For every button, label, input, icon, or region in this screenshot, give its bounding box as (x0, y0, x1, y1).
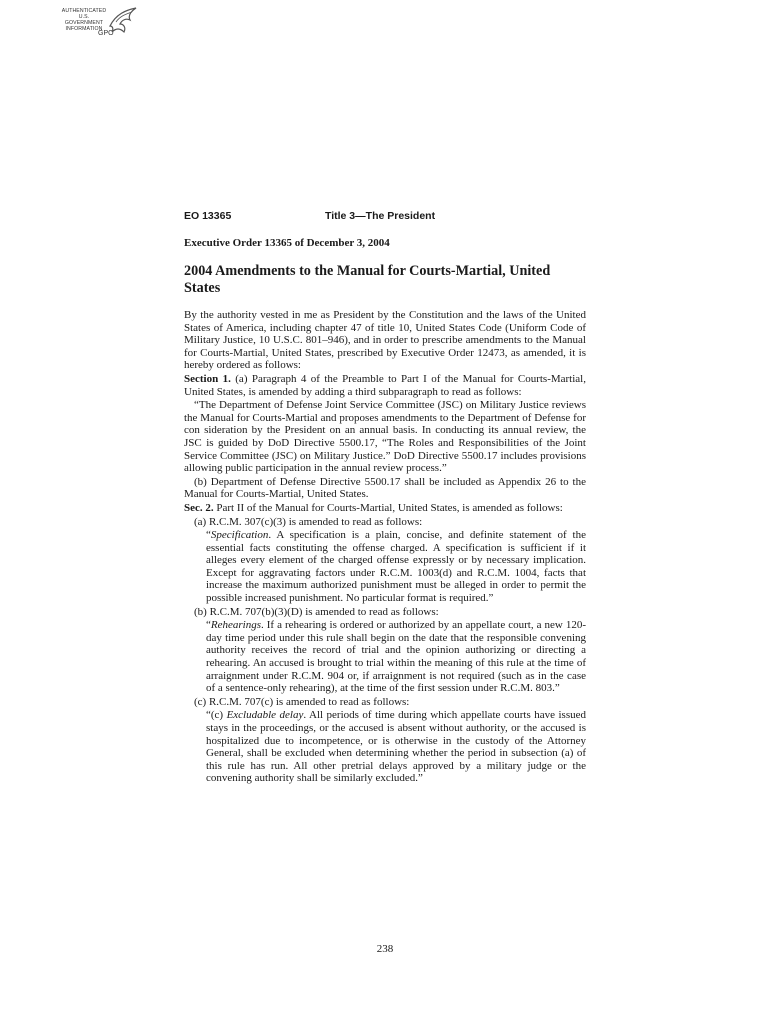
eo-number: EO 13365 (184, 210, 232, 222)
running-head (184, 207, 586, 225)
section-1-label: Section 1. (184, 372, 231, 385)
amendment-b-intro: (b) R.C.M. 707(b)(3)(D) is amended to read as follows: (194, 605, 439, 618)
amendment-a-intro: (a) R.C.M. 307(c)(3) is amended to read as follows: (194, 515, 423, 528)
document-page (184, 207, 586, 786)
section-2-label: Sec. 2. (184, 501, 214, 514)
page-number: 238 (376, 943, 394, 955)
section-1-paragraph: Section 1. (a) Paragraph 4 of the Preamble to Part I of the Manual for Courts-Martial, United States, is amended by adding a third subparagraph to read as follows: (184, 372, 586, 398)
order-heading: 2004 Amendments to the Manual for Courts-Martial, United States (184, 263, 551, 296)
amendment-b-quote: “Rehearings. If a rehearing is ordered or authorized by an appellate court, a new 120-day time period under this rule shall begin on the date that the responsible convening authority receives the record of trial and the opinion authorizing or directing a rehearing. An accused is brought to trial within the meaning of this rule at the time of arraignment under R.C.M. 904 or, if arraignment is not required (such as in the case of a sentence-only rehearing), at the time of the first session under R.C.M. 803.” (206, 619, 586, 695)
section-1-b-paragraph: (b) Department of Defense Directive 5500.17 shall be included as Appendix 26 to the Manual for Courts-Martial, United States. (184, 475, 586, 501)
amendment-c-term: Excludable delay (226, 709, 304, 722)
gpo-authentication-logo (60, 6, 142, 44)
logo-gpo: GPO (98, 30, 114, 37)
logo-text: AUTHENTICATED U.S. GOVERNMENT INFORMATION (61, 8, 107, 32)
intro-paragraph: By the authority vested in me as President by the Constitution and the laws of the United States of America, including chapter 47 of title 10, United States Code (Uniform Code of Military Justice, 10 U.S.C. 801–946), and in order to prescribe amendments to the Manual for Courts-Martial, United States, prescribed by Executive Order 12473, as amended, it is hereby ordered as follows: (184, 309, 586, 372)
amendment-c-intro: (c) R.C.M. 707(c) is amended to read as follows: (194, 695, 410, 708)
order-line: Executive Order 13365 of December 3, 2004 (184, 237, 390, 249)
eagle-icon (106, 6, 140, 40)
amendment-a-quote: “Specification. A specification is a plain, concise, and definite statement of the essential facts constituting the offense charged. A specification is sufficient if it alleges every element of the charged offense expressly or by necessary implication. Except for aggravating factors under R.C.M. 1003(d) and R.C.M. 1004, facts that increase the maximum authorized punishment must be alleged in order to permit the possible increased punishment. No particular format is required.” (206, 529, 586, 605)
title-header: Title 3—The President (325, 210, 436, 222)
order-body (184, 309, 586, 785)
amendment-a-term: Specification (210, 529, 269, 542)
section-2-paragraph: Sec. 2. Part II of the Manual for Courts-Martial, United States, is amended as follows: (184, 501, 563, 514)
jsc-quote-paragraph: “The Department of Defense Joint Service Committee (JSC) on Military Justice reviews the Manual for Courts-Martial and proposes amendments to the Department of Defense for con sideration by the President on an annual basis. In conducting its annual review, the JSC is guided by DoD Directive 5500.17, “The Roles and Responsibilities of the Joint Service Committee (JSC) on Military Justice.” DoD Directive 5500.17 includes provisions allowing public participation in the annual review process.” (184, 399, 586, 475)
amendment-b-term: Rehearings (210, 619, 261, 632)
amendment-c-quote: “(c) Excludable delay. All periods of time during which appellate courts have issued stays in the proceedings, or the accused is absent without authority, or the accused is hospitalized due to incompetence, or is otherwise in the custody of the Attorney General, shall be excluded when determining whether the period in subsection (a) of this rule has run. All other pretrial delays approved by a military judge or the convening authority shall be similarly excluded.” (206, 709, 586, 785)
